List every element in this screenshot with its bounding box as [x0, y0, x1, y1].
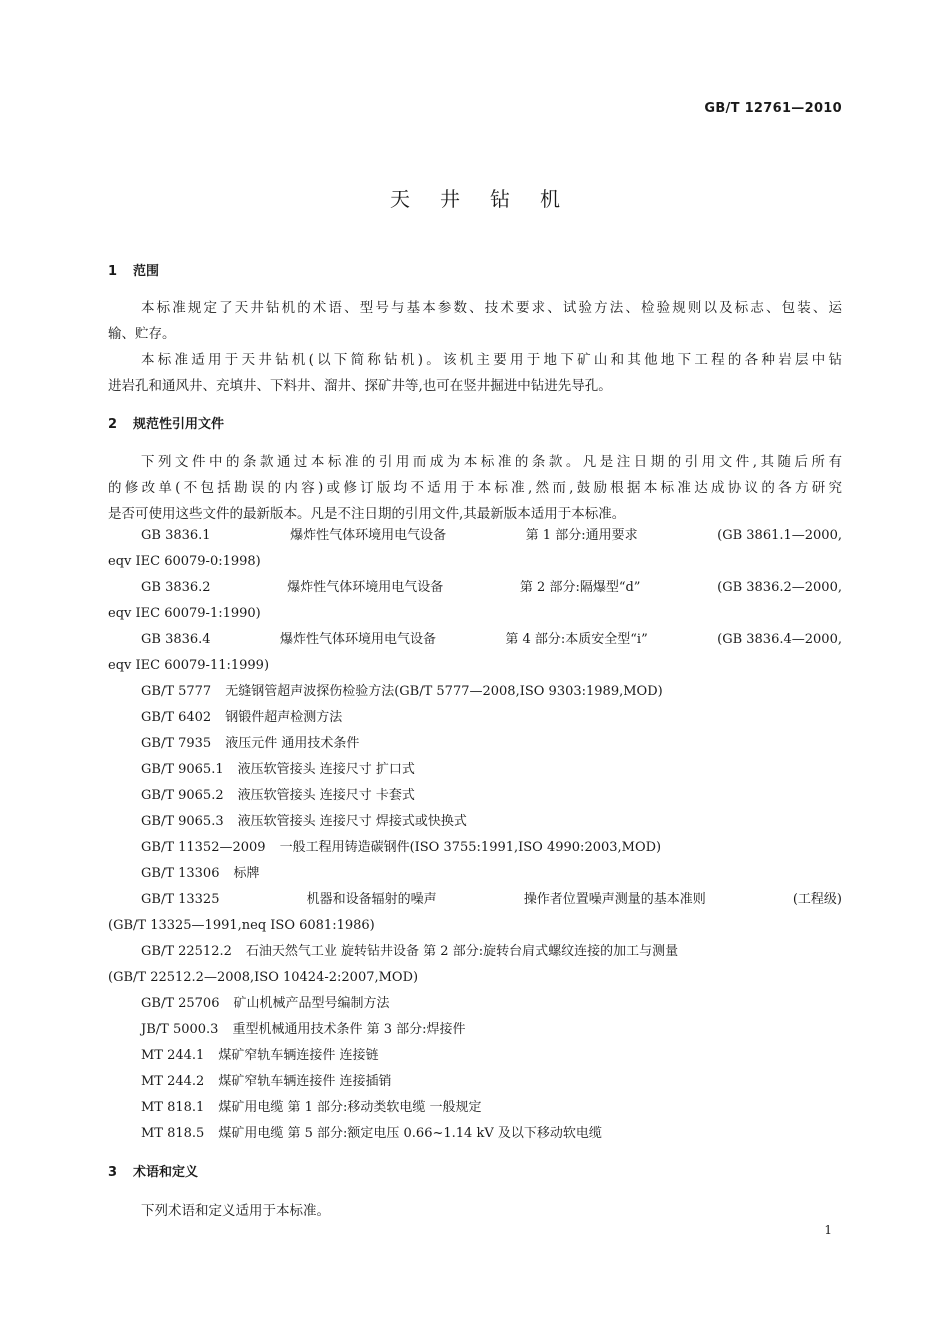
reference-code: GB 3836.2 — [141, 580, 211, 595]
paragraph-line: 本标准适用于天井钻机(以下简称钻机)。该机主要用于地下矿山和其他地下工程的各种岩层中钻 — [141, 352, 842, 368]
reference-title: 液压软管接头 连接尺寸 卡套式 — [237, 788, 415, 803]
section-title: 范围 — [133, 264, 160, 279]
page-number: 1 — [824, 1223, 832, 1237]
reference-title: 液压元件 通用技术条件 — [225, 736, 360, 751]
reference-title: 重型机械通用技术条件 第 3 部分:焊接件 — [232, 1022, 466, 1037]
section-3-heading — [108, 1161, 198, 1180]
reference-code: JB/T 5000.3 — [141, 1022, 219, 1037]
section-1-heading — [108, 260, 159, 279]
reference-title: 液压软管接头 连接尺寸 扩口式 — [237, 762, 415, 777]
reference-subtitle: 操作者位置噪声测量的基本准则 — [523, 892, 706, 907]
reference-subtitle: 第 1 部分:通用要求 — [525, 528, 638, 543]
reference-tail: (GB 3861.1—2000, — [717, 528, 842, 543]
section-title: 术语和定义 — [133, 1165, 199, 1180]
reference-item — [108, 939, 842, 965]
reference-item — [108, 523, 842, 549]
reference-code: GB/T 13325 — [141, 892, 220, 907]
reference-title: 标牌 — [233, 866, 260, 881]
paragraph-line: 下列术语和定义适用于本标准。 — [141, 1203, 330, 1219]
reference-item — [108, 809, 842, 835]
reference-code: MT 244.1 — [141, 1048, 205, 1063]
reference-item — [108, 575, 842, 601]
reference-code: GB/T 9065.1 — [141, 762, 224, 777]
reference-code: GB 3836.4 — [141, 632, 211, 647]
reference-item — [108, 1069, 842, 1095]
reference-code: GB/T 5777 — [141, 684, 212, 699]
reference-code: GB 3836.1 — [141, 528, 211, 543]
reference-item — [108, 731, 842, 757]
reference-title: 无缝钢管超声波探伤检验方法(GB/T 5777—2008,ISO 9303:1989,MOD) — [225, 684, 663, 699]
reference-continuation: eqv IEC 60079-11:1999) — [108, 658, 270, 673]
reference-item — [108, 1017, 842, 1043]
reference-code: GB/T 9065.2 — [141, 788, 224, 803]
reference-item — [108, 887, 842, 913]
reference-item — [108, 1043, 842, 1069]
reference-code: GB/T 9065.3 — [141, 814, 224, 829]
paragraph-line: 是否可使用这些文件的最新版本。凡是不注日期的引用文件,其最新版本适用于本标准。 — [108, 506, 626, 522]
reference-item — [108, 861, 842, 887]
paragraph-line: 的修改单(不包括勘误的内容)或修订版均不适用于本标准,然而,鼓励根据本标准达成协议的各方研究 — [108, 480, 842, 496]
reference-title: 机器和设备辐射的噪声 — [306, 892, 437, 907]
reference-code: MT 244.2 — [141, 1074, 205, 1089]
reference-title: 石油天然气工业 旋转钻井设备 第 2 部分:旋转台肩式螺纹连接的加工与测量 — [245, 944, 679, 959]
section-2-heading — [108, 413, 224, 432]
reference-continuation: (GB/T 13325—1991,neq ISO 6081:1986) — [108, 918, 375, 933]
reference-code: MT 818.1 — [141, 1100, 205, 1115]
section-title: 规范性引用文件 — [133, 417, 225, 432]
reference-subtitle: 第 4 部分:本质安全型“i” — [505, 632, 648, 647]
reference-item — [108, 627, 842, 653]
reference-title: 钢锻件超声检测方法 — [225, 710, 343, 725]
reference-tail: (GB 3836.2—2000, — [717, 580, 842, 595]
reference-item — [108, 705, 842, 731]
reference-code: GB/T 22512.2 — [141, 944, 232, 959]
standard-code: GB/T 12761—2010 — [704, 101, 842, 116]
reference-list — [108, 523, 842, 1147]
reference-item — [108, 783, 842, 809]
reference-code: GB/T 6402 — [141, 710, 212, 725]
paragraph-line: 进岩孔和通风井、充填井、下料井、溜井、探矿井等,也可在竖井掘进中钻进先导孔。 — [108, 378, 612, 394]
reference-title: 爆炸性气体环境用电气设备 — [279, 632, 436, 647]
reference-code: GB/T 13306 — [141, 866, 220, 881]
reference-title: 爆炸性气体环境用电气设备 — [290, 528, 447, 543]
reference-item — [108, 757, 842, 783]
reference-continuation: eqv IEC 60079-0:1998) — [108, 554, 261, 569]
reference-subtitle: 第 2 部分:隔爆型“d” — [519, 580, 641, 595]
reference-tail: (工程级) — [792, 892, 842, 907]
paragraph-line: 本标准规定了天井钻机的术语、型号与基本参数、技术要求、试验方法、检验规则以及标志、包装、运 — [141, 300, 842, 316]
reference-title: 煤矿用电缆 第 5 部分:额定电压 0.66~1.14 kV 及以下移动软电缆 — [218, 1126, 602, 1141]
reference-title: 煤矿用电缆 第 1 部分:移动类软电缆 一般规定 — [218, 1100, 482, 1115]
reference-code: GB/T 11352—2009 — [141, 840, 266, 855]
reference-item — [108, 991, 842, 1017]
paragraph-line: 下列文件中的条款通过本标准的引用而成为本标准的条款。凡是注日期的引用文件,其随后所有 — [141, 454, 842, 470]
reference-title: 爆炸性气体环境用电气设备 — [287, 580, 444, 595]
reference-item — [108, 1095, 842, 1121]
reference-item — [108, 835, 842, 861]
reference-item — [108, 1121, 842, 1147]
reference-tail: (GB 3836.4—2000, — [717, 632, 842, 647]
section-number: 1 — [108, 264, 118, 279]
reference-title: 矿山机械产品型号编制方法 — [233, 996, 390, 1011]
reference-continuation: eqv IEC 60079-1:1990) — [108, 606, 261, 621]
reference-title: 一般工程用铸造碳钢件(ISO 3755:1991,ISO 4990:2003,MOD) — [279, 840, 662, 855]
reference-item — [108, 679, 842, 705]
reference-code: MT 818.5 — [141, 1126, 205, 1141]
reference-title: 煤矿窄轨车辆连接件 连接插销 — [218, 1074, 392, 1089]
document-title: 天井钻机 — [390, 187, 590, 211]
reference-continuation: (GB/T 22512.2—2008,ISO 10424-2:2007,MOD) — [108, 970, 419, 985]
paragraph-line: 输、贮存。 — [108, 326, 176, 342]
reference-title: 液压软管接头 连接尺寸 焊接式或快换式 — [237, 814, 467, 829]
reference-code: GB/T 25706 — [141, 996, 220, 1011]
reference-title: 煤矿窄轨车辆连接件 连接链 — [218, 1048, 379, 1063]
section-number: 3 — [108, 1165, 118, 1180]
reference-code: GB/T 7935 — [141, 736, 212, 751]
section-number: 2 — [108, 417, 118, 432]
